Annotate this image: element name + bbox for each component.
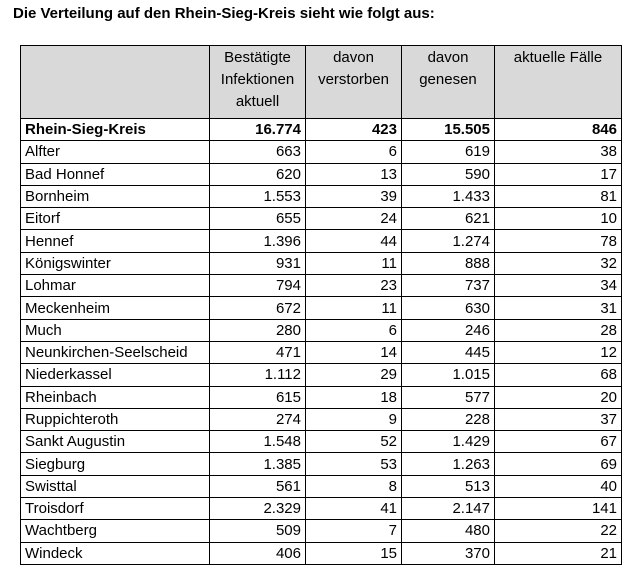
cell-recovered: 15.505 bbox=[402, 119, 495, 141]
cell-name: Ruppichteroth bbox=[21, 408, 210, 430]
cell-name: Sankt Augustin bbox=[21, 431, 210, 453]
table-row bbox=[21, 341, 622, 363]
header-current-cases: aktuelle Fälle bbox=[495, 46, 622, 119]
cell-confirmed: 1.548 bbox=[210, 431, 306, 453]
table-row bbox=[21, 185, 622, 207]
table-row bbox=[21, 408, 622, 430]
cell-recovered: 737 bbox=[402, 275, 495, 297]
page-title: Die Verteilung auf den Rhein-Sieg-Kreis sieht wie folgt aus: bbox=[13, 5, 435, 22]
table-row bbox=[21, 275, 622, 297]
header-confirmed: Bestätigte Infektionen aktuell bbox=[210, 46, 306, 119]
cell-name: Meckenheim bbox=[21, 297, 210, 319]
cell-recovered: 370 bbox=[402, 542, 495, 564]
table-row bbox=[21, 208, 622, 230]
cell-recovered: 590 bbox=[402, 163, 495, 185]
cell-recovered: 228 bbox=[402, 408, 495, 430]
cell-name: Troisdorf bbox=[21, 498, 210, 520]
cell-confirmed: 1.112 bbox=[210, 364, 306, 386]
cell-current: 846 bbox=[495, 119, 622, 141]
cell-recovered: 1.263 bbox=[402, 453, 495, 475]
table-row-total bbox=[21, 119, 622, 141]
cell-current: 31 bbox=[495, 297, 622, 319]
cell-confirmed: 2.329 bbox=[210, 498, 306, 520]
cell-recovered: 1.274 bbox=[402, 230, 495, 252]
cell-confirmed: 280 bbox=[210, 319, 306, 341]
cell-deceased: 8 bbox=[306, 475, 402, 497]
cell-confirmed: 620 bbox=[210, 163, 306, 185]
cell-name: Bad Honnef bbox=[21, 163, 210, 185]
cell-deceased: 18 bbox=[306, 386, 402, 408]
cell-deceased: 13 bbox=[306, 163, 402, 185]
cell-deceased: 11 bbox=[306, 297, 402, 319]
cell-deceased: 6 bbox=[306, 141, 402, 163]
cell-name: Much bbox=[21, 319, 210, 341]
cell-deceased: 9 bbox=[306, 408, 402, 430]
cell-name: Windeck bbox=[21, 542, 210, 564]
cell-current: 141 bbox=[495, 498, 622, 520]
table-row bbox=[21, 252, 622, 274]
cell-confirmed: 794 bbox=[210, 275, 306, 297]
cell-deceased: 39 bbox=[306, 185, 402, 207]
table-row bbox=[21, 520, 622, 542]
cell-name: Rhein-Sieg-Kreis bbox=[21, 119, 210, 141]
cell-deceased: 44 bbox=[306, 230, 402, 252]
cell-name: Siegburg bbox=[21, 453, 210, 475]
cell-current: 20 bbox=[495, 386, 622, 408]
cell-deceased: 15 bbox=[306, 542, 402, 564]
cell-recovered: 577 bbox=[402, 386, 495, 408]
cell-recovered: 2.147 bbox=[402, 498, 495, 520]
cell-current: 32 bbox=[495, 252, 622, 274]
cell-name: Swisttal bbox=[21, 475, 210, 497]
cell-current: 37 bbox=[495, 408, 622, 430]
cell-recovered: 445 bbox=[402, 341, 495, 363]
cell-current: 81 bbox=[495, 185, 622, 207]
table-row bbox=[21, 498, 622, 520]
cell-name: Hennef bbox=[21, 230, 210, 252]
cell-recovered: 619 bbox=[402, 141, 495, 163]
cell-deceased: 24 bbox=[306, 208, 402, 230]
cell-name: Eitorf bbox=[21, 208, 210, 230]
cell-recovered: 888 bbox=[402, 252, 495, 274]
header-recovered: davon genesen bbox=[402, 46, 495, 119]
cell-confirmed: 561 bbox=[210, 475, 306, 497]
cell-confirmed: 615 bbox=[210, 386, 306, 408]
cell-confirmed: 16.774 bbox=[210, 119, 306, 141]
cell-name: Königswinter bbox=[21, 252, 210, 274]
cell-recovered: 513 bbox=[402, 475, 495, 497]
cell-confirmed: 672 bbox=[210, 297, 306, 319]
cell-current: 22 bbox=[495, 520, 622, 542]
infection-table bbox=[20, 45, 622, 565]
cell-name: Niederkassel bbox=[21, 364, 210, 386]
cell-current: 17 bbox=[495, 163, 622, 185]
cell-confirmed: 1.385 bbox=[210, 453, 306, 475]
cell-recovered: 480 bbox=[402, 520, 495, 542]
table-row bbox=[21, 475, 622, 497]
table-row bbox=[21, 386, 622, 408]
cell-confirmed: 655 bbox=[210, 208, 306, 230]
cell-confirmed: 663 bbox=[210, 141, 306, 163]
cell-deceased: 6 bbox=[306, 319, 402, 341]
cell-name: Alfter bbox=[21, 141, 210, 163]
cell-deceased: 423 bbox=[306, 119, 402, 141]
cell-confirmed: 274 bbox=[210, 408, 306, 430]
cell-current: 40 bbox=[495, 475, 622, 497]
table-row bbox=[21, 319, 622, 341]
cell-recovered: 1.015 bbox=[402, 364, 495, 386]
cell-confirmed: 1.396 bbox=[210, 230, 306, 252]
cell-current: 12 bbox=[495, 341, 622, 363]
cell-recovered: 621 bbox=[402, 208, 495, 230]
cell-deceased: 53 bbox=[306, 453, 402, 475]
cell-current: 67 bbox=[495, 431, 622, 453]
cell-deceased: 41 bbox=[306, 498, 402, 520]
header-municipality bbox=[21, 46, 210, 119]
cell-current: 28 bbox=[495, 319, 622, 341]
cell-deceased: 52 bbox=[306, 431, 402, 453]
table-row bbox=[21, 364, 622, 386]
table-row bbox=[21, 431, 622, 453]
table-row bbox=[21, 297, 622, 319]
cell-name: Bornheim bbox=[21, 185, 210, 207]
cell-deceased: 7 bbox=[306, 520, 402, 542]
cell-recovered: 630 bbox=[402, 297, 495, 319]
cell-current: 69 bbox=[495, 453, 622, 475]
cell-recovered: 1.429 bbox=[402, 431, 495, 453]
table-header-row bbox=[21, 46, 622, 119]
cell-confirmed: 1.553 bbox=[210, 185, 306, 207]
table-row bbox=[21, 163, 622, 185]
table-row bbox=[21, 230, 622, 252]
cell-confirmed: 931 bbox=[210, 252, 306, 274]
cell-name: Rheinbach bbox=[21, 386, 210, 408]
table-row bbox=[21, 141, 622, 163]
cell-current: 34 bbox=[495, 275, 622, 297]
cell-current: 38 bbox=[495, 141, 622, 163]
table-row bbox=[21, 542, 622, 564]
cell-recovered: 246 bbox=[402, 319, 495, 341]
cell-confirmed: 471 bbox=[210, 341, 306, 363]
cell-deceased: 14 bbox=[306, 341, 402, 363]
cell-current: 78 bbox=[495, 230, 622, 252]
cell-deceased: 29 bbox=[306, 364, 402, 386]
cell-confirmed: 509 bbox=[210, 520, 306, 542]
cell-name: Neunkirchen-Seelscheid bbox=[21, 341, 210, 363]
cell-name: Wachtberg bbox=[21, 520, 210, 542]
cell-current: 10 bbox=[495, 208, 622, 230]
cell-confirmed: 406 bbox=[210, 542, 306, 564]
cell-name: Lohmar bbox=[21, 275, 210, 297]
cell-deceased: 23 bbox=[306, 275, 402, 297]
table-row bbox=[21, 453, 622, 475]
cell-deceased: 11 bbox=[306, 252, 402, 274]
cell-recovered: 1.433 bbox=[402, 185, 495, 207]
cell-current: 21 bbox=[495, 542, 622, 564]
cell-current: 68 bbox=[495, 364, 622, 386]
header-deceased: davon verstorben bbox=[306, 46, 402, 119]
